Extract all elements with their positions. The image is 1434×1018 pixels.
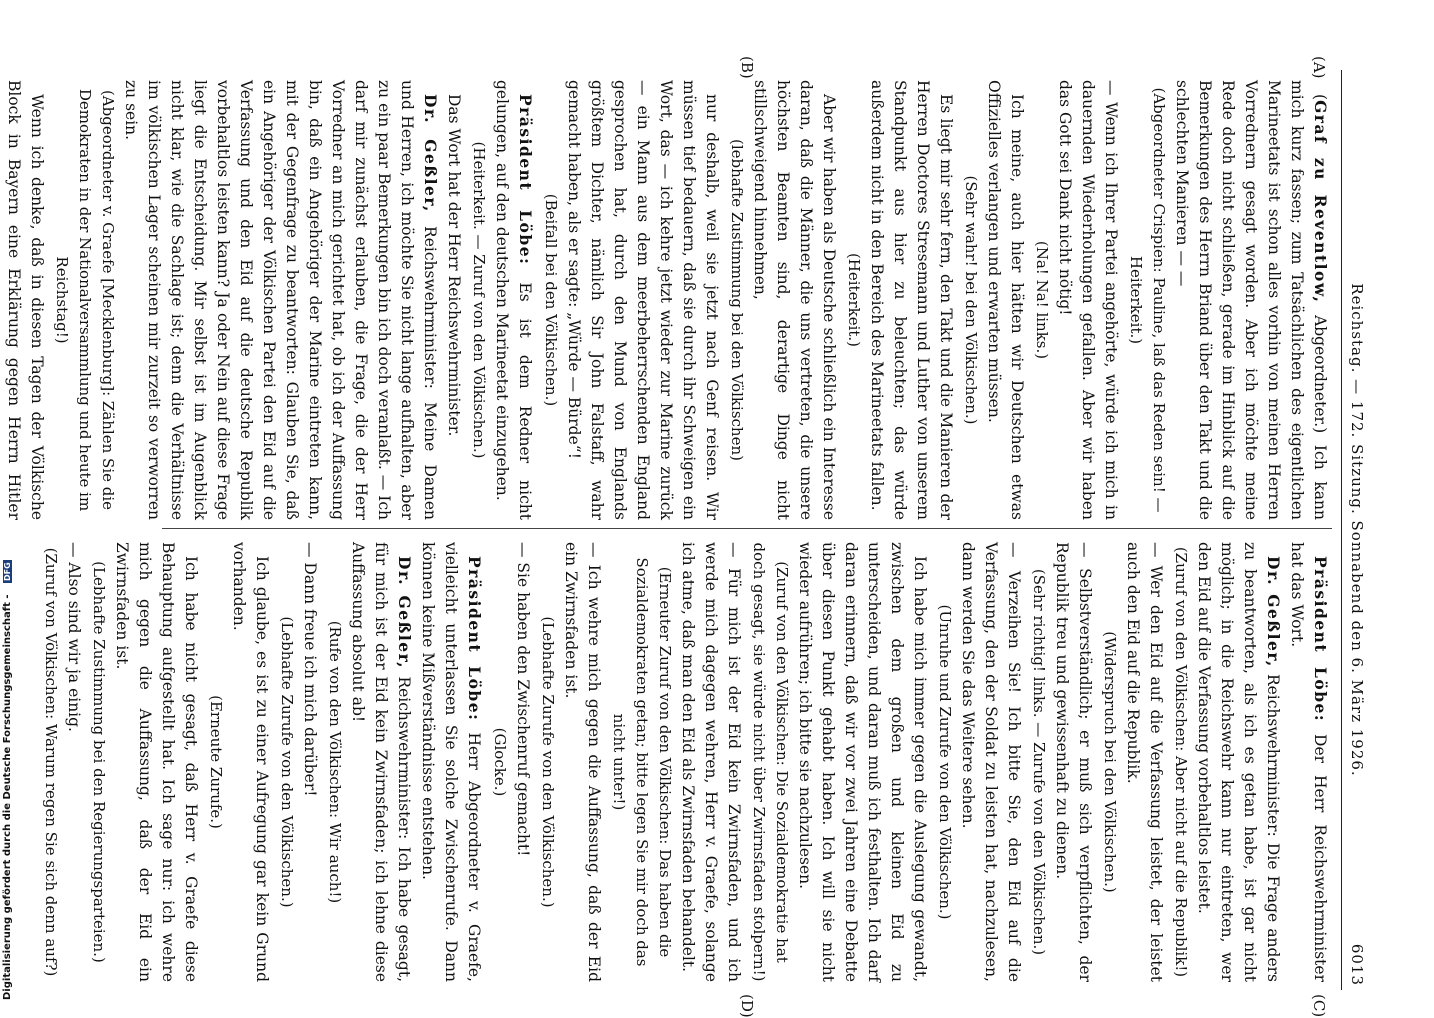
speaker-name: Dr. Geßler,: [1264, 556, 1283, 668]
speaker-paragraph: Präsident Löbe: Es ist dem Redner nicht gelungen, auf den deutschen Marineetat einzugehen.: [493, 80, 535, 521]
speech-paragraph: Das Wort hat der Herr Reichswehrminister.: [445, 94, 463, 437]
speech-paragraph: — Sie haben den Zwischenruf gemacht!: [514, 542, 532, 857]
speaker-paragraph: (Graf zu Reventlow, Abgeordneter.) Ich kann mich kurz fassen; zum Tatsächlichen des eigentlichen Marineetats ist schon alles vorhin von meinen Herren Vorrednern gesagt worden. Aber ich möchte meine Rede doch nicht schließen, gerade im Hinblick auf die Bemerkungen des Herrn Briand über den Takt und die schlechten Manieren — —: [1173, 80, 1330, 520]
speech-paragraph: Ich habe nicht gesagt, daß Herr v. Graefe diese Behauptung aufgestellt hat. Ich sage nur: ich wehre mich gegen die Auffassung, daß der Eid ein Zwirnsfaden ist.: [113, 542, 200, 982]
stage-direction: (Zuruf von den Völkischen: Aber nicht auf die Republik!): [1172, 546, 1190, 978]
stage-direction: (Zuruf von den Völkischen: Die Sozialdemokratie hat doch gesagt, sie würde nicht über Zwirnsfaden stolpern!): [750, 542, 791, 982]
speech-paragraph: — Wer den Eid auf die Verfassung leistet, der leistet auch den Eid auf die Republik.: [1124, 542, 1165, 982]
stage-direction: (Sehr richtig! links. — Zurufe von den Völkischen.): [1030, 568, 1048, 956]
page-number: 6013: [1348, 943, 1366, 986]
stage-direction: (Unruhe und Zurufe von den Völkischen.): [936, 604, 954, 920]
stage-direction: (Beifall bei den Völkischen.): [542, 193, 560, 407]
stage-direction: (Zuruf von Völkischen: Warum regen Sie sich denn auf?): [42, 547, 60, 977]
speaker-paragraph: Dr. Geßler, Reichswehrminister: Die Frage anders zu beantworten, als ich es getan habe, ist gar nicht möglich; in die Reichswehr kann nur eintreten, wer den Eid auf die Verfassung vorbehaltlos leistet.: [1195, 542, 1283, 982]
speaker-paragraph: Dr. Geßler, Reichswehrminister: Meine Damen und Herren, ich möchte Sie nicht lange aufhalten, aber zu ein paar Bemerkungen bin ich doch veranlaßt. — Ich darf mir zunächst erlauben, die Frage, die der Herr Vorredner an mich gerichtet hat, ob ich der Auffassung bin, daß ein Angehöriger der Marine eintreten kann, mit der Gegenfrage zu beantworten: Glauben Sie, daß ein Angehöriger der Völkischen Partei den Eid auf die Verfassung und den Eid auf die deutsche Republik vorbehaltlos leisten kann? Ja oder Nein auf diese Frage liegt die Entscheidung. Mir selbst ist im Augenblick nicht klar, wie die Sachlage ist; denn die Verhältnisse im völkischen Lager scheinen mir zurzeit so verworren zu sein.: [122, 80, 440, 520]
stage-direction: (lebhafte Zustimmung bei den Völkischen): [728, 139, 746, 461]
speech-paragraph: — Selbstverständlich; er muß sich verpflichten, der Republik treu und gewissenhaft zu dienen.: [1053, 542, 1094, 982]
margin-mark-d: (D): [738, 994, 756, 1018]
stage-direction: (Na! Na! links.): [1033, 240, 1051, 360]
stage-direction: (Abgeordneter Crispien: Pauline, laß das Reden sein! — Heiterkeit.): [1127, 87, 1168, 513]
speech-paragraph: — Für mich ist der Eid kein Zwirnsfaden, und ich werde mich dagegen wehren, Herr v. Graefe, solange ich atme, daß man den Eid als Zwirnsfaden behandelt.: [679, 542, 743, 982]
digitization-footer: [2, 10, 16, 1000]
speech-paragraph: Ich habe mich immer gegen die Auslegung gewandt, zwischen dem großen und kleinen Eid zu unterscheiden, und daran muß ich festhalten. Ich darf daran erinnern, daß wir vor zwei Jahren eine Debatte über diesen Punkt gehabt haben. Ich will sie nicht wieder aufrühren; ich bitte sie nachzulesen.: [796, 542, 929, 982]
left-text-column: [0, 80, 1332, 520]
speech-paragraph: — Ich wehre mich gegen die Auffassung, daß der Eid ein Zwirnsfaden ist.: [562, 542, 603, 982]
running-head: [1341, 70, 1368, 990]
speaker-name: Graf zu Reventlow,: [1311, 100, 1330, 304]
column-divider: [162, 528, 1332, 529]
stage-direction: (Glocke.): [491, 727, 509, 797]
speaker-name: Präsident Löbe:: [516, 94, 535, 266]
dfg-logo: DFG: [2, 562, 12, 581]
speaker-paragraph: Präsident Löbe: Herr Abgeordneter v. Graefe, vielleicht unterlassen Sie solche Zwischenrufe. Dann können keine Mißverständnisse entstehen.: [419, 542, 484, 982]
right-text-column: [37, 542, 1332, 982]
speech-paragraph: Ich glaube, es ist zu einer Aufregung gar kein Grund vorhanden.: [230, 542, 271, 982]
stage-direction: (Lebhafte Zustimmung bei den Regierungsparteien.): [90, 561, 108, 963]
speaker-paragraph: Präsident Löbe: Der Herr Reichswehrminister hat das Wort.: [1288, 542, 1330, 982]
speaker-name: Präsident Löbe:: [1311, 556, 1330, 723]
stage-direction: (Heiterkeit. — Zuruf von den Völkischen.): [470, 141, 488, 459]
stage-direction: (Lebhafte Zurufe von den Völkischen.): [539, 616, 557, 908]
speaker-name: Präsident Löbe:: [465, 556, 484, 722]
speech-paragraph: Wenn ich denke, daß in diesen Tagen der Völkische Block in Bayern eine Erklärung gegen Herrn Hitler: [5, 80, 46, 520]
stage-direction: (Erneuter Zuruf von den Völkischen: Das haben die Sozialdemokraten getan; bitte legen Sie mir doch das nicht unter!): [610, 557, 674, 967]
speech-paragraph: — Wenn ich Ihrer Partei angehörte, würde ich mich in dauernden Wiederholungen gefallen. Aber wir haben das Gott sei Dank nicht nötig!: [1056, 80, 1120, 520]
stage-direction: (Abgeordneter v. Graefe [Mecklenburg]: Zählen Sie die Demokraten in der Nationalversammlung und heute im Reichstag!): [53, 88, 117, 512]
speech-paragraph: — Also sind wir ja einig.: [65, 542, 83, 732]
stage-direction: (Sehr wahr! bei den Völkischen.): [962, 175, 980, 425]
speech-paragraph: — Dann freue ich mich darüber!: [301, 542, 319, 797]
margin-mark-b: (B): [738, 56, 756, 79]
margin-mark-c: (C): [1310, 994, 1328, 1018]
page-title: Reichstag. — 172. Sitzung. Sonnabend den 6. März 1926.: [1348, 283, 1366, 777]
stage-direction: (Widerspruch bei den Völkischen.): [1101, 631, 1119, 893]
stage-direction: (Heiterkeit.): [845, 252, 863, 348]
margin-mark-a: (A): [1310, 56, 1328, 79]
speech-paragraph: nur deshalb, weil sie jetzt nach Genf reisen. Wir müssen tief bedauern, daß sie durch ihr Schweigen ein Wort, das — ich kehre jetzt wieder zur Marine zurück — ein Mann aus dem meerbeherrschenden England gesprochen hat, durch den Mund von Englands größtem Dichter, nämlich Sir John Falstaff, wahr gemacht haben, als er sagte: „Würde — Bürde“!: [565, 80, 721, 520]
speech-paragraph: Es liegt mir sehr fern, den Takt und die Manieren der Herren Doctores Stresemann und Luther von unserem Standpunkt aus hier zu beleuchten; das würde außerdem nicht in den Bereich des Marineetats fallen.: [868, 80, 955, 520]
speech-paragraph: Ich meine, auch hier hätten wir Deutschen etwas Offizielles verlangen und erwarten müssen.: [985, 80, 1026, 520]
speech-paragraph: — Verzeihen Sie! Ich bitte Sie, den Eid auf die Verfassung, den der Soldat zu leisten hat, nachzulesen, dann werden Sie das Weitere sehen.: [959, 542, 1023, 982]
stage-direction: (Erneute Zurufe.): [207, 695, 225, 829]
stage-direction: (Rufe von den Völkischen: Wir auch!): [326, 620, 344, 904]
speaker-name: Dr. Geßler,: [395, 556, 414, 670]
footer-text: Digitalisierung gefördert durch die Deutsche Forschungsgemeinschaft -: [2, 594, 13, 1000]
speaker-name: Dr. Geßler,: [421, 94, 440, 213]
speech-paragraph: Aber wir haben als Deutsche schließlich ein Interesse daran, daß die Männer, die uns vertreten, die unsere höchsten Beamten sind, derartige Dinge nicht stillschweigend hinnehmen,: [751, 80, 838, 520]
speaker-paragraph: Dr. Geßler, Reichswehrminister: Ich habe gesagt, für mich ist der Eid kein Zwirnsfaden; ich lehne diese Auffassung absolut ab!: [349, 542, 414, 982]
stage-direction: (Lebhafte Zurufe von den Völkischen.): [278, 616, 296, 908]
